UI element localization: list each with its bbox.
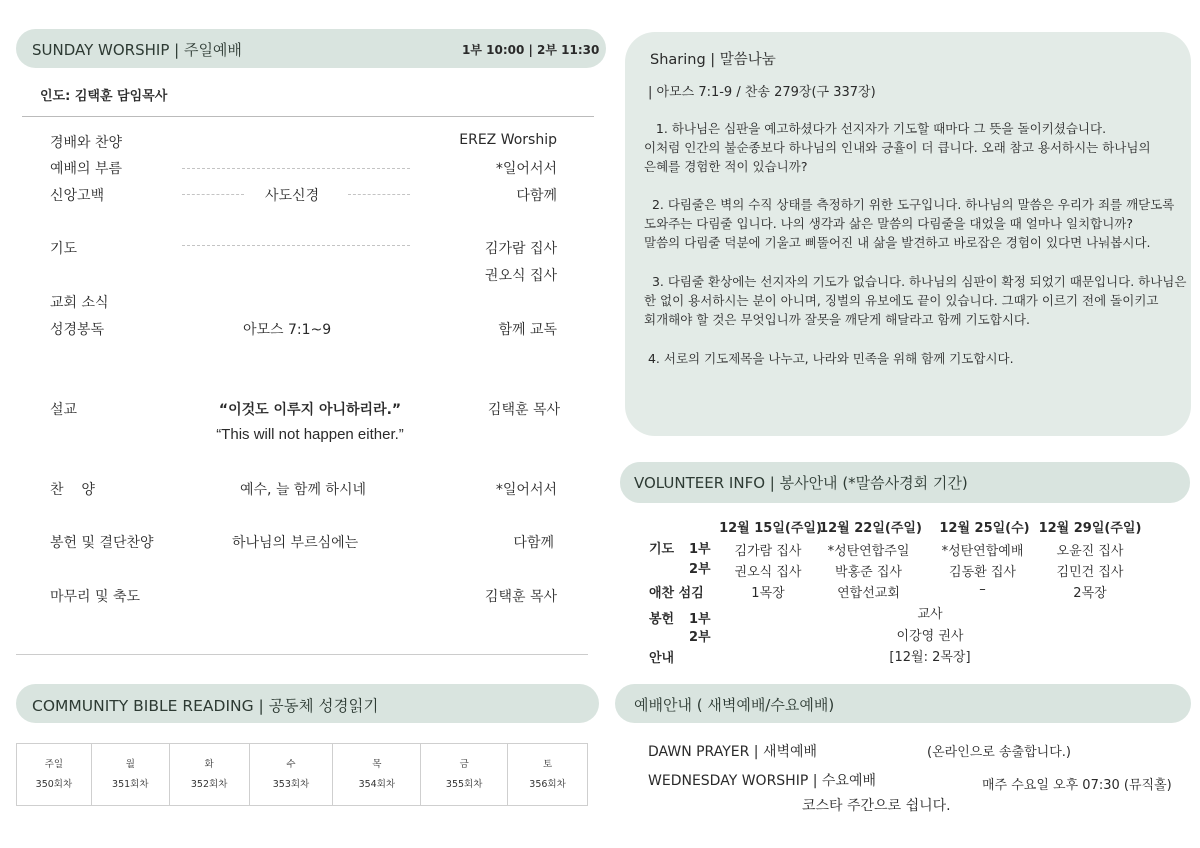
order-benediction-label: 마무리 및 축도 bbox=[50, 589, 141, 605]
sharing-title: Sharing | 말씀나눔 bbox=[650, 52, 776, 68]
reading-cell bbox=[508, 744, 588, 806]
sharing-p2-line1: 2. 다림줄은 벽의 수직 상태를 측정하기 위한 도구입니다. 하나님의 말씀은 우리가 죄를 깨닫도록 bbox=[644, 197, 1175, 212]
order-creed-center: 사도신경 bbox=[265, 188, 320, 204]
vol-choir-1: 1목장 bbox=[751, 586, 785, 601]
reading-day: 주일 bbox=[44, 758, 64, 770]
reading-count: 351회차 bbox=[112, 778, 149, 790]
wednesday-note: 코스타 주간으로 쉽니다. bbox=[802, 798, 951, 814]
sharing-p4: 4. 서로의 기도제목을 나누고, 나라와 민족을 위해 함께 기도합시다. bbox=[644, 351, 1014, 366]
vol-usher: [12월: 2목장] bbox=[889, 650, 971, 665]
order-call-right: *일어서서 bbox=[495, 161, 557, 177]
volunteer-title: VOLUNTEER INFO | 봉사안내 (*말씀사경회 기간) bbox=[634, 474, 968, 492]
sharing-p1-line2: 이처럼 인간의 불순종보다 하나님의 인내와 긍휼이 더 큽니다. 오래 참고 용서하시는 하나님의 bbox=[644, 140, 1151, 155]
vol-prayer2-2: 박홍준 집사 bbox=[835, 565, 902, 580]
vol-label-prayer: 기도 bbox=[649, 542, 675, 557]
sharing-p2-line2: 도와주는 다림줄 입니다. 나의 생각과 삶은 말씀의 다림줄을 대었을 때 얼마나 일치합니까? bbox=[644, 216, 1134, 231]
vol-prayer2-4: 김민건 집사 bbox=[1056, 565, 1124, 580]
reading-day: 화 bbox=[204, 758, 214, 770]
vol-label-o2: 2부 bbox=[689, 630, 711, 645]
reading-day: 토 bbox=[542, 758, 553, 770]
order-offering-label: 봉헌 및 결단찬양 bbox=[50, 535, 154, 551]
reading-cell bbox=[421, 744, 508, 806]
order-offering-center: 하나님의 부르심에는 bbox=[232, 535, 359, 551]
vol-label-offering: 봉헌 bbox=[649, 612, 675, 627]
dashed-line bbox=[182, 194, 244, 195]
reading-day: 월 bbox=[125, 758, 135, 770]
order-hymn-label: 찬 양 bbox=[50, 482, 95, 498]
reading-cell bbox=[17, 744, 92, 806]
vol-offering-1: 교사 bbox=[917, 607, 943, 622]
sunday-title: SUNDAY WORSHIP | 주일예배 bbox=[32, 41, 242, 59]
wednesday-worship: WEDNESDAY WORSHIP | 수요예배 bbox=[648, 773, 876, 789]
vol-choir-4: 2목장 bbox=[1073, 586, 1107, 601]
order-reading-label: 성경봉독 bbox=[50, 322, 105, 338]
vol-label-s1: 1부 bbox=[689, 542, 711, 557]
dashed-line bbox=[182, 245, 410, 246]
reading-day: 금 bbox=[459, 758, 469, 770]
reading-table bbox=[16, 743, 588, 806]
order-sermon-right: 김택훈 목사 bbox=[487, 402, 560, 418]
sharing-p3-line3: 회개해야 할 것은 무엇입니까 잘못을 깨닫게 해달라고 함께 기도합시다. bbox=[644, 312, 1030, 327]
vol-prayer2-3: 김동환 집사 bbox=[949, 565, 1016, 580]
vol-date-3: 12월 25일(수) bbox=[939, 521, 1030, 536]
reading-count: 355회차 bbox=[445, 778, 483, 790]
reading-cell bbox=[91, 744, 169, 806]
order-creed-right: 다함께 bbox=[516, 188, 557, 204]
order-hymn-center: 예수, 늘 함께 하시네 bbox=[240, 482, 366, 498]
reading-count: 353회차 bbox=[272, 778, 310, 790]
order-offering-right: 다함께 bbox=[513, 535, 554, 551]
reading-cell bbox=[249, 744, 333, 806]
sharing-p2-line3: 말씀의 다림줄 덕분에 기울고 삐뚤어진 내 삶을 발견하고 바로잡은 경험이 있다면 나눠봅시다. bbox=[644, 235, 1151, 250]
order-prayer-right2: 권오식 집사 bbox=[484, 268, 557, 284]
dawn-prayer: DAWN PRAYER | 새벽예배 bbox=[648, 744, 818, 760]
order-news-label: 교회 소식 bbox=[50, 295, 109, 311]
vol-prayer1-4: 오윤진 집사 bbox=[1056, 544, 1124, 559]
order-call-label: 예배의 부름 bbox=[50, 161, 123, 177]
order-reading-center: 아모스 7:1~9 bbox=[243, 322, 332, 338]
reading-count: 354회차 bbox=[358, 778, 396, 790]
sharing-p1-line1: 1. 하나님은 심판을 예고하셨다가 선지자가 기도할 때마다 그 뜻을 돌이키셨습니다. bbox=[644, 121, 1107, 136]
reading-day: 수 bbox=[286, 758, 296, 770]
vol-prayer1-2: *성탄연합주일 bbox=[827, 544, 910, 559]
sharing-p3-line1: 3. 다림줄 환상에는 선지자의 기도가 없습니다. 하나님의 심판이 확정 되었기 때문입니다. 하나님은 bbox=[644, 274, 1187, 289]
order-prayer-label: 기도 bbox=[50, 241, 78, 257]
reading-count: 356회차 bbox=[529, 778, 566, 790]
sharing-reference: | 아모스 7:1-9 / 찬송 279장(구 337장) bbox=[648, 85, 876, 100]
order-sermon-label: 설교 bbox=[50, 402, 78, 418]
divider bbox=[22, 116, 594, 117]
order-benediction-right: 김택훈 목사 bbox=[484, 589, 557, 605]
vol-date-4: 12월 29일(주일) bbox=[1038, 521, 1142, 536]
sunday-times: 1부 10:00 | 2부 11:30 bbox=[462, 43, 600, 57]
order-prayer-right1: 김가람 집사 bbox=[484, 241, 557, 257]
order-hymn-right: *일어서서 bbox=[495, 482, 557, 498]
reading-count: 352회차 bbox=[190, 778, 228, 790]
reading-day: 목 bbox=[372, 758, 382, 770]
dashed-line bbox=[348, 194, 410, 195]
worship-leader: 인도: 김택훈 담임목사 bbox=[40, 89, 168, 104]
vol-label-usher: 안내 bbox=[649, 651, 675, 666]
reading-cell bbox=[333, 744, 421, 806]
vol-choir-2: 연합선교회 bbox=[837, 586, 900, 601]
divider bbox=[16, 654, 588, 655]
wednesday-time: 매주 수요일 오후 07:30 (뮤직홀) bbox=[982, 778, 1172, 793]
vol-label-choir: 애찬 섬김 bbox=[649, 586, 704, 601]
vol-label-s2: 2부 bbox=[689, 562, 711, 577]
services-title: 예배안내 ( 새벽예배/수요예배) bbox=[634, 696, 835, 714]
sharing-p3-line2: 한 없이 용서하시는 분이 아니며, 징벌의 유보에도 끝이 있습니다. 그때가 이르기 전에 돌이키고 bbox=[644, 293, 1159, 308]
order-creed-label: 신앙고백 bbox=[50, 188, 105, 204]
order-reading-right: 함께 교독 bbox=[498, 322, 557, 338]
sermon-title-en: “This will not happen either.” bbox=[216, 426, 404, 443]
vol-date-2: 12월 22일(주일) bbox=[819, 521, 922, 536]
vol-prayer1-3: *성탄연합예배 bbox=[941, 544, 1024, 559]
sermon-title-ko: “이것도 이루지 아니하리라.” bbox=[218, 402, 402, 418]
vol-prayer1-1: 김가람 집사 bbox=[734, 544, 802, 559]
reading-cell bbox=[169, 744, 249, 806]
dashed-line bbox=[182, 168, 410, 169]
community-title: COMMUNITY BIBLE READING | 공동체 성경읽기 bbox=[32, 697, 379, 715]
vol-offering-2: 이강영 권사 bbox=[896, 629, 964, 644]
dawn-note: (온라인으로 송출합니다.) bbox=[927, 745, 1071, 760]
vol-label-o1: 1부 bbox=[689, 612, 711, 627]
order-praise-right: EREZ Worship bbox=[459, 132, 557, 148]
order-praise-label: 경배와 찬양 bbox=[50, 135, 123, 151]
sharing-p1-line3: 은혜를 경험한 적이 있습니까? bbox=[644, 159, 808, 174]
vol-prayer2-1: 권오식 집사 bbox=[734, 565, 802, 580]
vol-date-1: 12월 15일(주일) bbox=[719, 521, 822, 536]
reading-count: 350회차 bbox=[35, 778, 73, 790]
vol-choir-3: – bbox=[979, 582, 986, 597]
